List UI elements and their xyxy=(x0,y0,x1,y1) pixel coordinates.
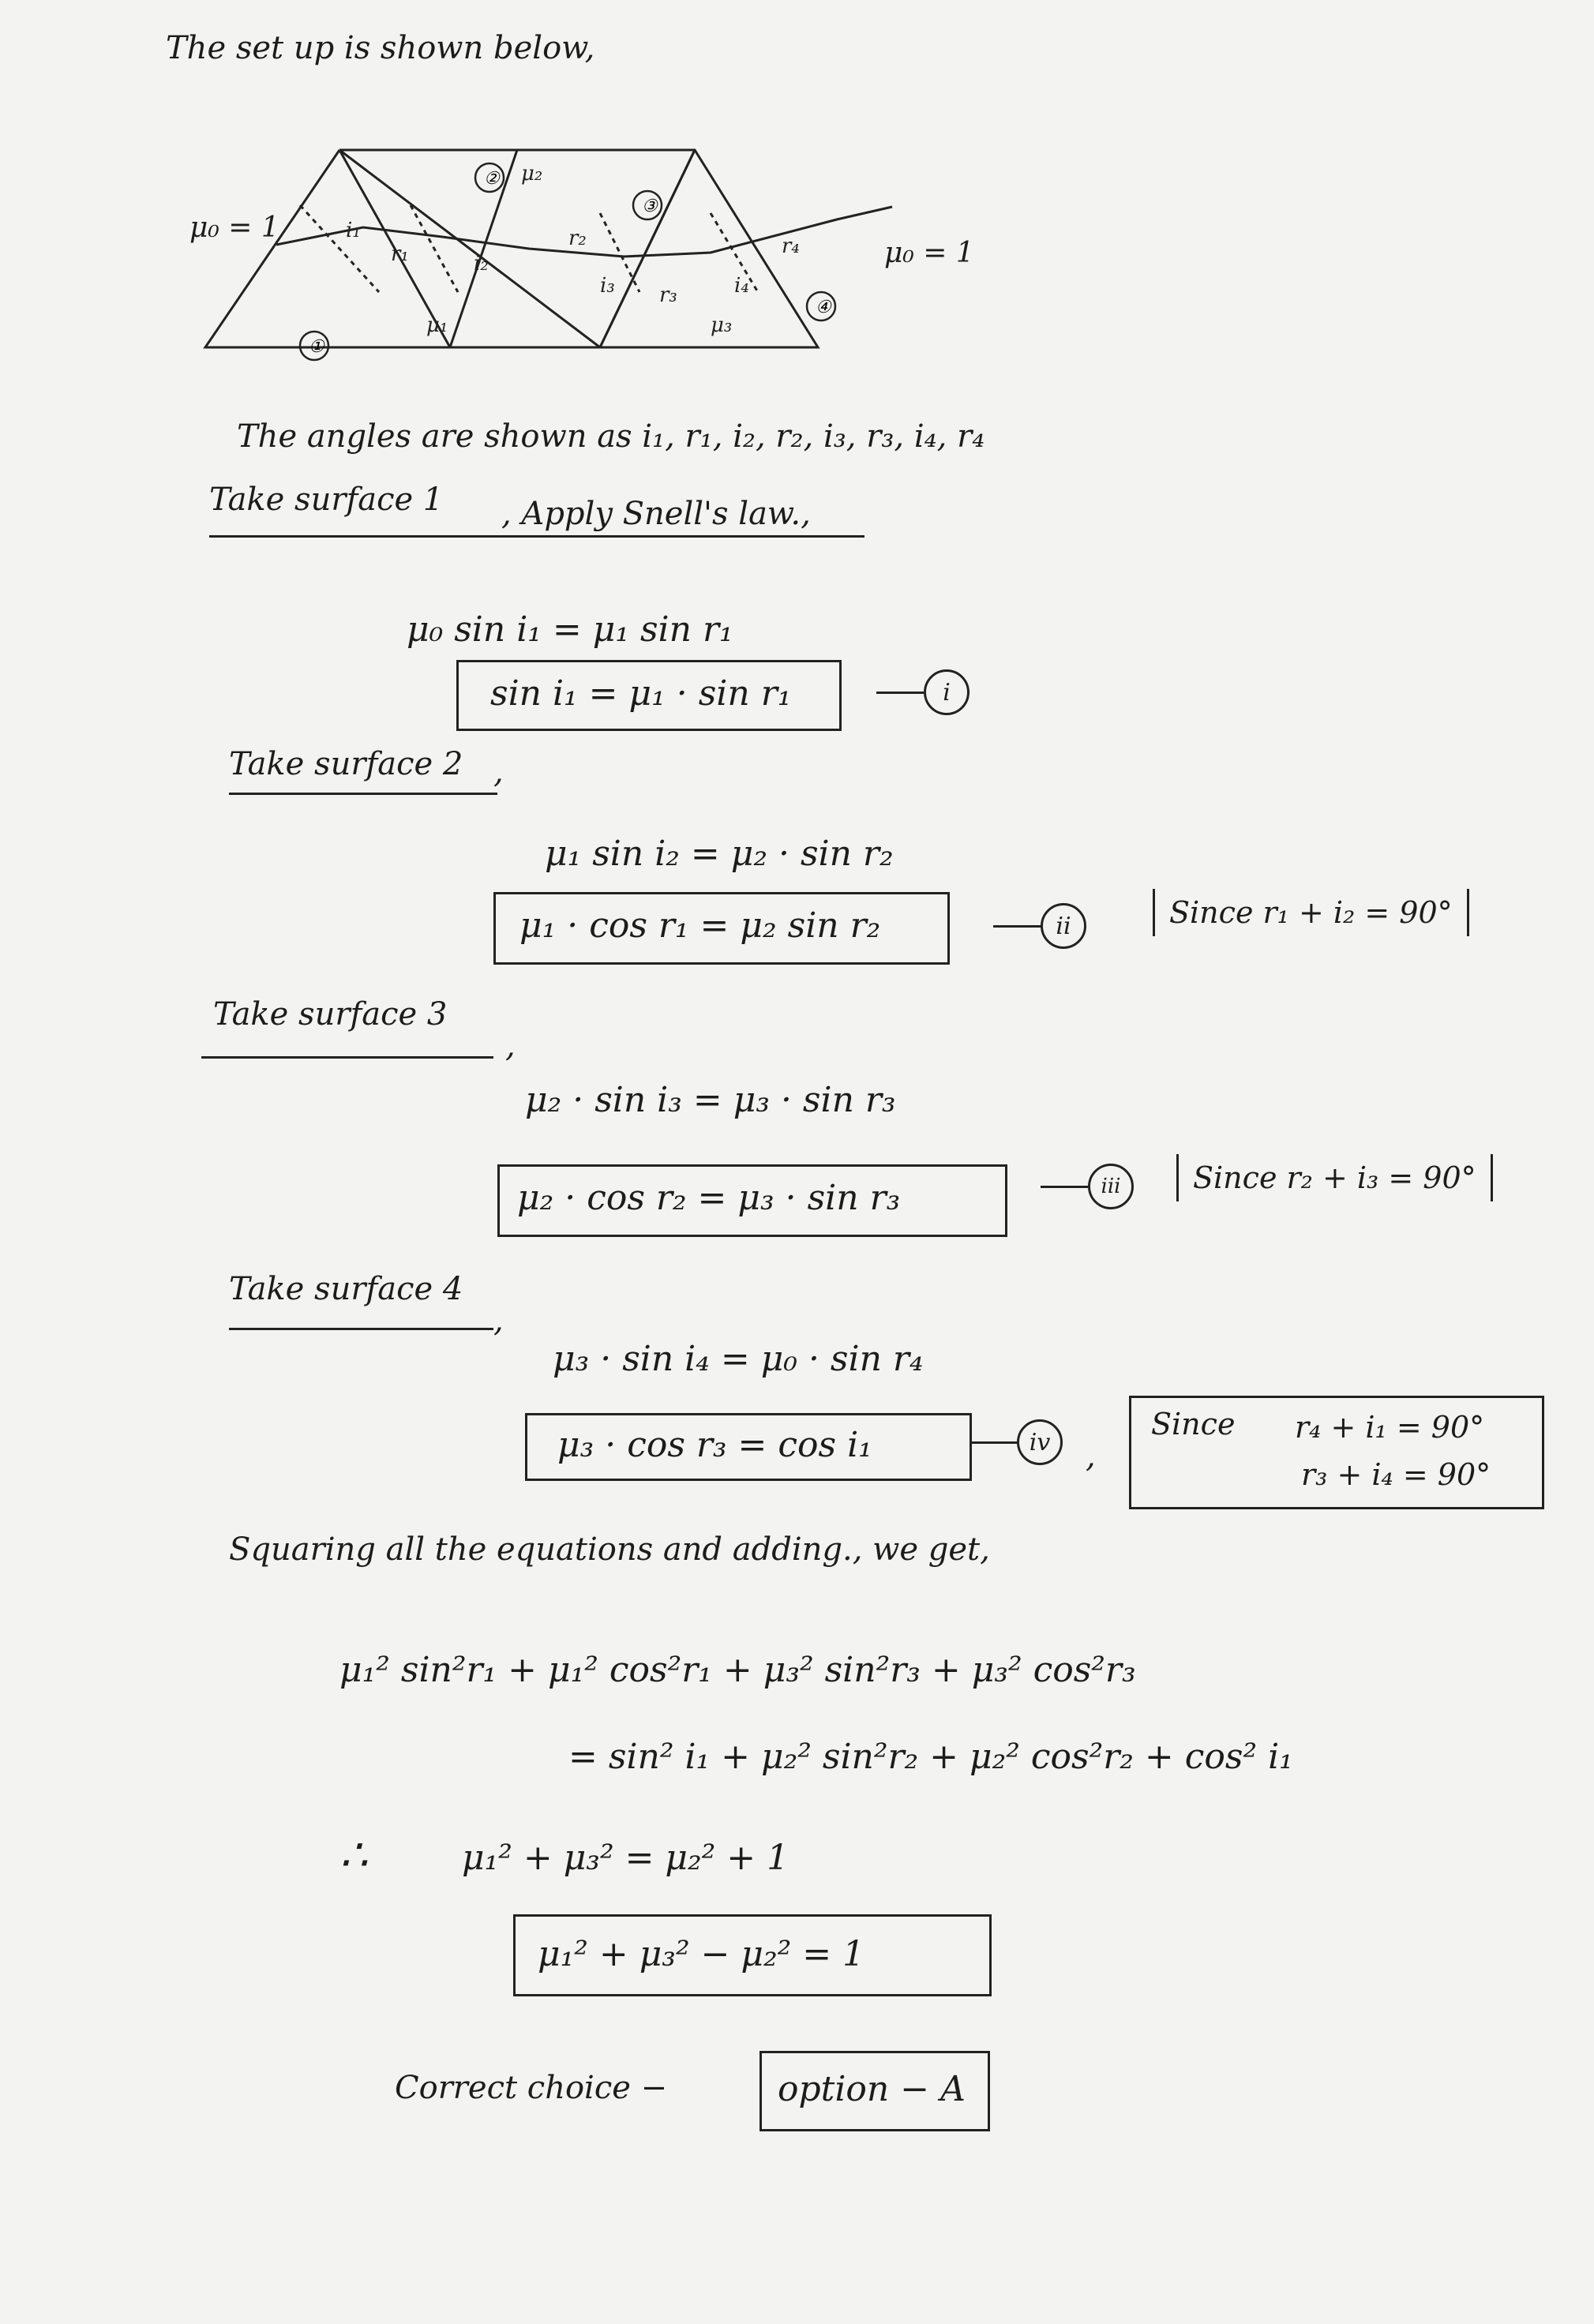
tag-iii: iii xyxy=(1026,1160,1153,1209)
angle-i2: i₂ xyxy=(474,252,489,276)
prism-left-edge xyxy=(205,150,339,347)
surface-4-note-line2: r₃ + i₄ = 90° xyxy=(1301,1457,1491,1492)
surface-4-tag-comma: , xyxy=(1086,1438,1096,1475)
surface-3-note: Since r₂ + i₃ = 90° xyxy=(1176,1154,1493,1201)
surface-3-marker: ③ xyxy=(642,197,658,216)
normal-1 xyxy=(300,205,379,292)
surface-4-equation: μ₃ · sin i₄ = μ₀ · sin r₄ xyxy=(553,1339,924,1379)
angle-r2: r₂ xyxy=(568,227,587,250)
surface-1-tail: , Apply Snell's law., xyxy=(501,496,811,532)
surface-2-boxed xyxy=(493,892,950,965)
tag-ii: ii xyxy=(947,900,1105,949)
surface-2-heading: Take surface 2 xyxy=(229,746,463,782)
mu-left-label: μ₀ = 1 xyxy=(189,212,279,244)
tag-i: i xyxy=(838,668,996,715)
surface-1-boxed xyxy=(456,660,842,731)
correct-option-box xyxy=(759,2051,990,2131)
angle-r1: r₁ xyxy=(391,242,409,266)
surface-2-underline xyxy=(229,793,497,795)
surface-2-boxed-text: μ₁ · cos r₁ = μ₂ sin r₂ xyxy=(519,905,881,946)
surface-4-boxed xyxy=(525,1413,972,1481)
correct-option-text: option − A xyxy=(778,2069,966,2109)
surface-3-equation: μ₂ · sin i₃ = μ₃ · sin r₃ xyxy=(525,1080,896,1120)
surface-4-note-line1: r₄ + i₁ = 90° xyxy=(1295,1410,1485,1445)
tag-iv: iv xyxy=(970,1416,1096,1465)
surface-2-line xyxy=(339,150,600,347)
surface-3-heading: Take surface 3 xyxy=(213,996,448,1033)
therefore-symbol: ∴ xyxy=(339,1830,368,1881)
surface-3-boxed xyxy=(497,1164,1007,1237)
intro-text: The set up is shown below, xyxy=(166,30,595,66)
normal-2 xyxy=(411,205,458,292)
surface-3-underline xyxy=(201,1056,493,1059)
surface-2-equation: μ₁ sin i₂ = μ₂ · sin r₂ xyxy=(545,834,894,874)
surface-4-underline xyxy=(229,1328,493,1330)
surface-2-note: Since r₁ + i₂ = 90° xyxy=(1153,889,1469,936)
final-result-text: μ₁² + μ₃² − μ₂² = 1 xyxy=(538,1934,865,1974)
surface-3-tail: , xyxy=(505,1028,516,1064)
surface-4-boxed-text: μ₃ · cos r₃ = cos i₁ xyxy=(557,1425,872,1465)
surface-1-equation: μ₀ sin i₁ = μ₁ sin r₁ xyxy=(407,609,733,650)
surface-4-tail: , xyxy=(493,1303,504,1339)
angle-i3: i₃ xyxy=(600,274,615,298)
angle-i1: i₁ xyxy=(346,219,361,242)
sum-line-3: μ₁² + μ₃² = μ₂² + 1 xyxy=(462,1838,789,1878)
angles-line: The angles are shown as i₁, r₁, i₂, r₂, i₃, r₃, i₄, r₄ xyxy=(237,418,985,455)
surface-4-marker: ④ xyxy=(816,298,831,317)
surface-1-underline xyxy=(209,535,865,538)
surface-3-boxed-text: μ₂ · cos r₂ = μ₃ · sin r₃ xyxy=(517,1178,901,1218)
surface-2-marker: ② xyxy=(484,169,500,189)
surface-2-tail: , xyxy=(493,754,504,790)
surface-4-note-label: Since xyxy=(1151,1407,1236,1441)
angle-r4: r₄ xyxy=(782,234,800,258)
surface-4-heading: Take surface 4 xyxy=(229,1271,463,1307)
final-result-box xyxy=(513,1914,992,1996)
surface-3-line xyxy=(600,150,695,347)
mu-top-label: μ₂ xyxy=(521,162,543,186)
surface-1-marker: ① xyxy=(309,337,324,357)
sum-line-1: μ₁² sin²r₁ + μ₁² cos²r₁ + μ₃² sin²r₃ + μ₃² cos²r₃ xyxy=(339,1650,1136,1690)
angle-i4: i₄ xyxy=(734,274,749,298)
squaring-text: Squaring all the equations and adding., we get, xyxy=(229,1531,990,1568)
angle-r3: r₃ xyxy=(659,283,677,307)
correct-choice-label: Correct choice − xyxy=(395,2070,668,2106)
mu-3-label: μ₃ xyxy=(711,313,733,337)
surface-1-boxed-text: sin i₁ = μ₁ · sin r₁ xyxy=(490,673,792,714)
surface-1-heading: Take surface 1 xyxy=(209,482,444,518)
mu-right-label: μ₀ = 1 xyxy=(884,237,974,269)
sum-line-2: = sin² i₁ + μ₂² sin²r₂ + μ₂² cos²r₂ + cos² i₁ xyxy=(568,1737,1293,1777)
mu-1-label: μ₁ xyxy=(426,313,448,337)
